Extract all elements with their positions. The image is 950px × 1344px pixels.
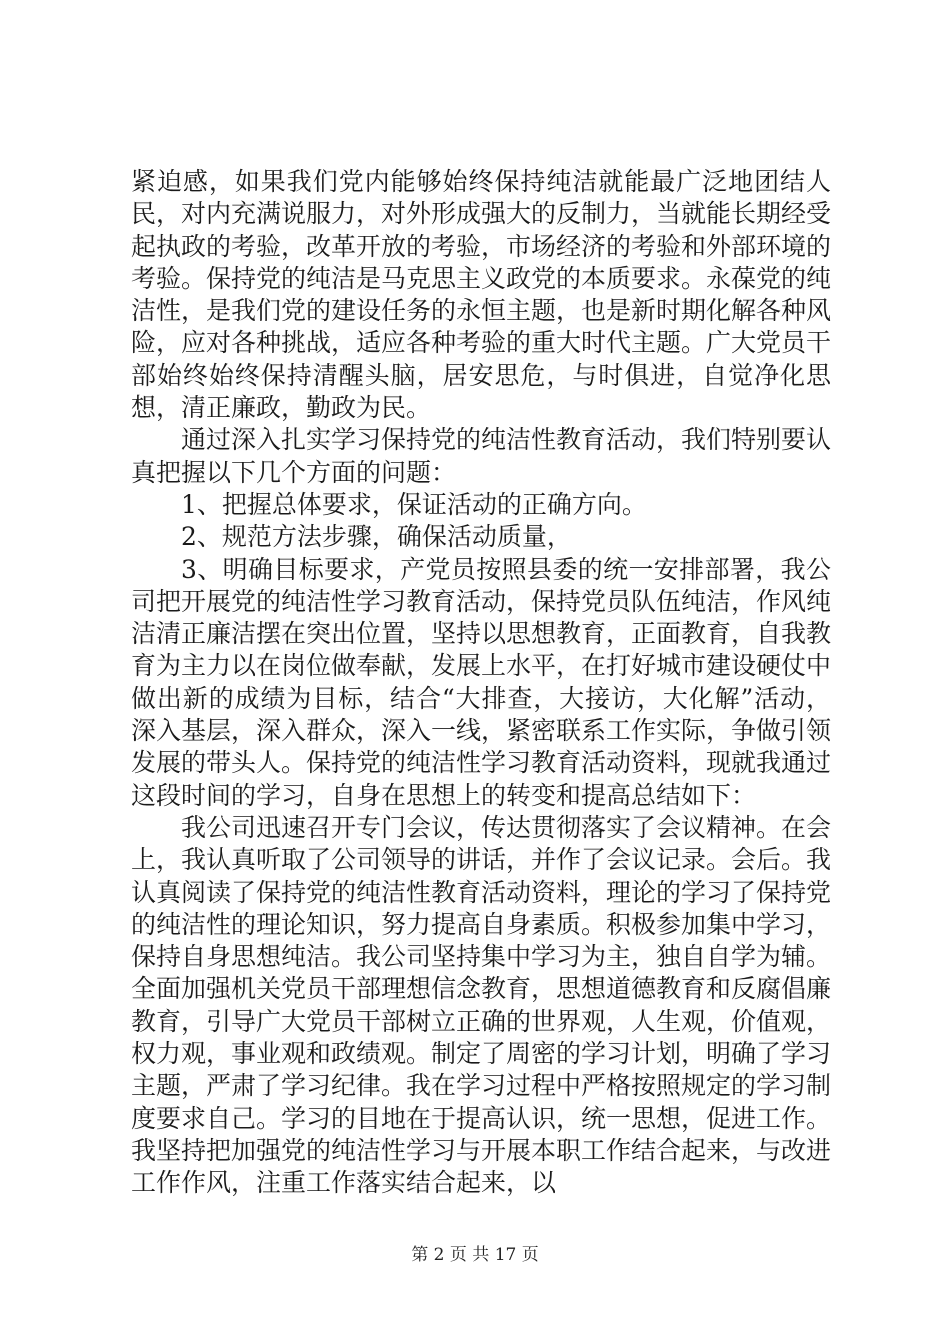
paragraph-6: 我公司迅速召开专门会议，传达贯彻落实了会议精神。在会上，我认真听取了公司领导的讲话，并作了会议记录。会后。我认真阅读了保持党的纯洁性教育活动资料，理论的学习了保持党的纯洁性的理论知识，努力提高自身素质。积极参加集中学习，保持自身思想纯洁。我公司坚持集中学习为主，独自自学为辅。全面加强机关党员干部理想信念教育，思想道德教育和反腐倡廉教育，引导广大党员干部树立正确的世界观，人生观，价值观，权力观，事业观和政绩观。制定了周密的学习计划，明确了学习主题，严肃了学习纪律。我在学习过程中严格按照规定的学习制度要求自己。学习的目地在于提高认识，统一思想，促进工作。我坚持把加强党的纯洁性学习与开展本职工作结合起来，与改进工作作风，注重工作落实结合起来，以 [131, 812, 832, 1198]
page-number-footer: 第 2 页 共 17 页 [411, 1245, 539, 1265]
paragraph-1: 紧迫感，如果我们党内能够始终保持纯洁就能最广泛地团结人民，对内充满说服力，对外形成强大的反制力，当就能长期经受起执政的考验，改革开放的考验，市场经济的考验和外部环境的考验。保持党的纯洁是马克思主义政党的本质要求。永葆党的纯洁性，是我们党的建设任务的永恒主题，也是新时期化解各种风险，应对各种挑战，适应各种考验的重大时代主题。广大党员干部始终始终保持清醒头脑，居安思危，与时俱进，自觉净化思想，清正廉政，勤政为民。 [131, 167, 832, 423]
paragraph-2: 通过深入扎实学习保持党的纯洁性教育活动，我们特别要认真把握以下几个方面的问题： [131, 425, 832, 487]
paragraph-5: 3、明确目标要求，产党员按照县委的统一安排部署，我公司把开展党的纯洁性学习教育活动，保持党员队伍纯洁，作风纯洁清正廉洁摆在突出位置，坚持以思想教育，正面教育，自我教育为主力以在岗位做奉献，发展上水平，在打好城市建设硬仗中做出新的成绩为目标，结合“大排查，大接访，大化解”活动，深入基层，深入群众，深入一线，紧密联系工作实际，争做引领发展的带头人。保持党的纯洁性学习教育活动资料，现就我通过这段时间的学习，自身在思想上的转变和提高总结如下： [131, 554, 832, 810]
document-body [131, 166, 831, 1200]
paragraph-3: 1、把握总体要求，保证活动的正确方向。 [181, 489, 647, 519]
paragraph-4: 2、规范方法步骤，确保活动质量， [181, 522, 572, 552]
